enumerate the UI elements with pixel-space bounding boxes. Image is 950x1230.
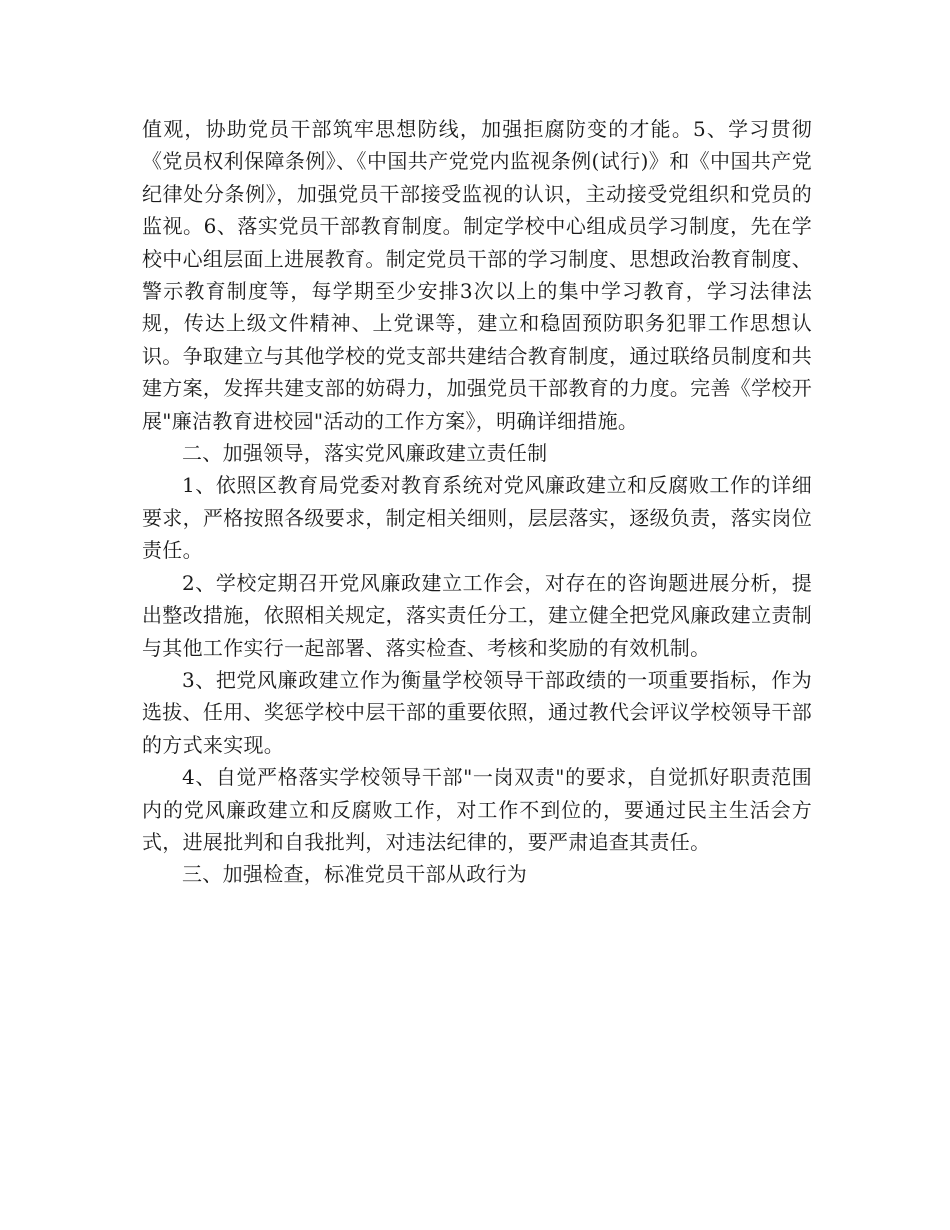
paragraph-item-3: 3、把党风廉政建立作为衡量学校领导干部政绩的一项重要指标，作为选拔、任用、奖惩学校中层干部的重要依照，通过教代会评议学校领导干部的方式来实现。 (142, 667, 812, 757)
paragraph-item-4: 4、自觉严格落实学校领导干部"一岗双责"的要求，自觉抓好职责范围内的党风廉政建立和反腐败工作，对工作不到位的，要通过民主生活会方式，进展批判和自我批判，对违法纪律的，要严肃追查其责任。 (142, 765, 812, 854)
document-body (142, 113, 812, 891)
paragraph-item-2: 2、学校定期召开党风廉政建立工作会，对存在的咨询题进展分析，提出整改措施，依照相关规定，落实责任分工，建立健全把党风廉政建立责制与其他工作实行一起部署、落实检查、考核和奖励的有效机制。 (142, 570, 812, 660)
section-heading-2: 二、加强领导，落实党风廉政建立责任制 (182, 441, 548, 466)
paragraph-item-1: 1、依照区教育局党委对教育系统对党风廉政建立和反腐败工作的详细要求，严格按照各级要求，制定相关细则，层层落实，逐级负责，落实岗位责任。 (142, 473, 812, 563)
paragraph-continuation: 值观，协助党员干部筑牢思想防线，加强拒腐防变的才能。5、学习贯彻《党员权利保障条例》、《中国共产党党内监视条例(试行)》和《中国共产党纪律处分条例》，加强党员干部接受监视的认识，主动接受党组织和党员的监视。6、落实党员干部教育制度。制定学校中心组成员学习制度，先在学校中心组层面上进展教育。制定党员干部的学习制度、思想政治教育制度、警示教育制度等，每学期至少安排3次以上的集中学习教育，学习法律法规，传达上级文件精神、上党课等，建立和稳固预防职务犯罪工作思想认识。争取建立与其他学校的党支部共建结合教育制度，通过联络员制度和共建方案，发挥共建支部的妨碍力，加强党员干部教育的力度。完善《学校开展"廉洁教育进校园"活动的工作方案》，明确详细措施。 (142, 117, 812, 433)
section-heading-3: 三、加强检查，标准党员干部从政行为 (182, 862, 528, 887)
